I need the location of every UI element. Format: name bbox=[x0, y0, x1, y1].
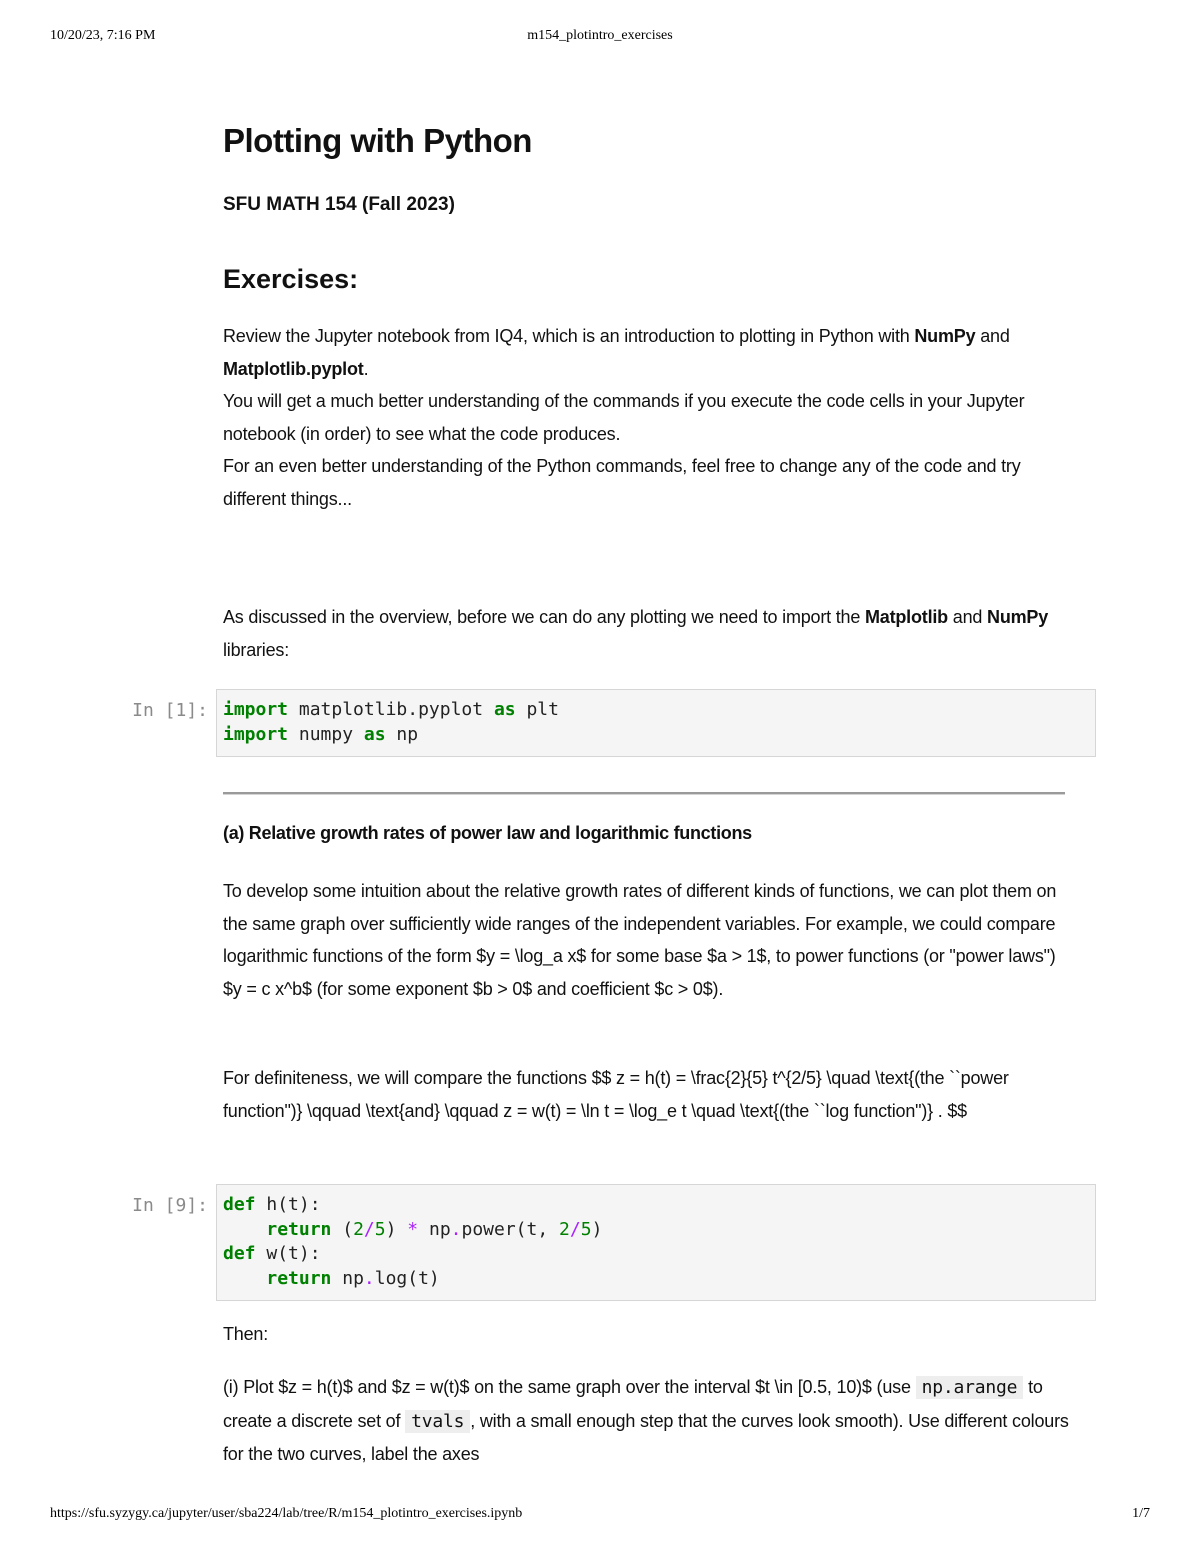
section-a-definition: For definiteness, we will compare the functions $$ z = h(t) = \frac{2}{5} t^{2/5} \quad \text{(the ``power function")} \qquad \text{and} \qquad z = w(t) = \ln t = \log_e t \quad \text{(the ``log function")} . $$ bbox=[223, 1068, 1009, 1121]
print-doc-title: m154_plotintro_exercises bbox=[527, 28, 673, 43]
code-cell-functions[interactable]: def h(t): return (2/5) * np.power(t, 2/5) def w(t): return np.log(t) bbox=[216, 1184, 1096, 1301]
import-paragraph: As discussed in the overview, before we can do any plotting we need to import the Matplotlib and NumPy libraries: bbox=[223, 607, 1049, 660]
numpy-bold: NumPy bbox=[914, 326, 976, 346]
cell-prompt: In [9]: bbox=[132, 1195, 208, 1216]
exercises-heading: Exercises: bbox=[223, 264, 359, 294]
print-url: https://sfu.syzygy.ca/jupyter/user/sba224/lab/tree/R/m154_plotintro_exercises.ipynb bbox=[50, 1506, 523, 1521]
inline-code-tvals: tvals bbox=[405, 1410, 470, 1433]
code-cell-imports[interactable]: import matplotlib.pyplot as plt import numpy as np bbox=[216, 689, 1096, 757]
inline-code-arange: np.arange bbox=[916, 1376, 1024, 1399]
intro-paragraph: Review the Jupyter notebook from IQ4, which is an introduction to plotting in Python with NumPy and Matplotlib.pyplot. You will get a much better understanding of the commands if you execute the code cells in your Jupyter notebook (in order) to see what the code produces. For an even better understanding of the Python commands, feel free to change any of the code and try different things... bbox=[223, 326, 1025, 509]
print-footer bbox=[0, 1506, 1200, 1526]
section-a-heading: (a) Relative growth rates of power law and logarithmic functions bbox=[223, 823, 752, 843]
pyplot-bold: Matplotlib.pyplot bbox=[223, 358, 364, 379]
horizontal-rule bbox=[223, 792, 1065, 795]
print-header bbox=[0, 28, 1200, 48]
notebook-title: Plotting with Python bbox=[223, 122, 532, 159]
print-datetime: 10/20/23, 7:16 PM bbox=[50, 28, 156, 43]
then-label: Then: bbox=[223, 1324, 269, 1344]
numpy-bold: NumPy bbox=[987, 607, 1049, 627]
cell-prompt: In [1]: bbox=[132, 700, 208, 721]
matplotlib-bold: Matplotlib bbox=[864, 607, 948, 627]
section-a-paragraph: To develop some intuition about the relative growth rates of different kinds of functions, we can plot them on the same graph over sufficiently wide ranges of the independent variables. For example, we could compare logarithmic functions of the form $y = \log_a x$ for some base $a > 1$, to power functions (or "power laws") $y = c x^b$ (for some exponent $b > 0$ and coefficient $c > 0$). bbox=[223, 881, 1057, 999]
part-i-paragraph: (i) Plot $z = h(t)$ and $z = w(t)$ on the same graph over the interval $t \in [0.5, 10)$ (use np.arange to create a discrete set of tvals , with a small enough step that the curves look smooth). Use different colours for the two curves, label the axes bbox=[223, 1377, 1069, 1464]
page-number: 1/7 bbox=[1132, 1506, 1150, 1521]
notebook-subtitle: SFU MATH 154 (Fall 2023) bbox=[223, 194, 455, 215]
